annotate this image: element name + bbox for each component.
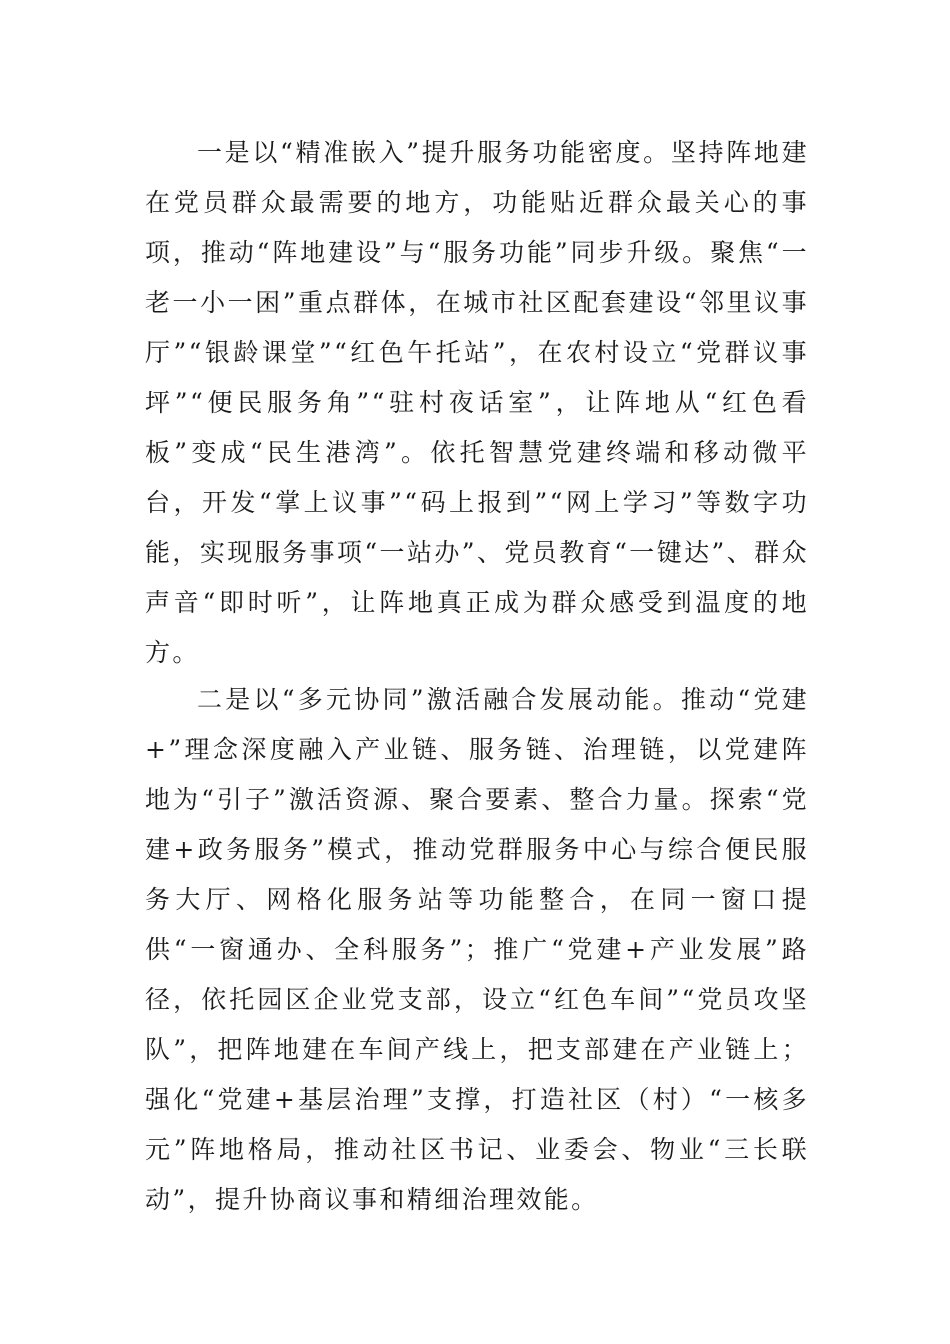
body-paragraph: 二是以“多元协同”激活融合发展动能。推动“党建+”理念深度融入产业链、服务链、治理链，以党建阵地为“引子”激活资源、聚合要素、整合力量。探索“党建+政务服务”模式，推动党群服务中心与综合便民服务大厅、网格化服务站等功能整合，在同一窗口提供“一窗通办、全科服务”；推广“党建+产业发展”路径，依托园区企业党支部，设立“红色车间”“党员攻坚队”，把阵地建在车间产线上，把支部建在产业链上；强化“党建+基层治理”支撑，打造社区（村）“一核多元”阵地格局，推动社区书记、业委会、物业“三长联动”，提升协商议事和精细治理效能。 (145, 685, 809, 1214)
body-paragraph: 一是以“精准嵌入”提升服务功能密度。坚持阵地建在党员群众最需要的地方，功能贴近群众最关心的事项，推动“阵地建设”与“服务功能”同步升级。聚焦“一老一小一困”重点群体，在城市社区配套建设“邻里议事厅”“银龄课堂”“红色午托站”，在农村设立“党群议事坪”“便民服务角”“驻村夜话室”，让阵地从“红色看板”变成“民生港湾”。依托智慧党建终端和移动微平台，开发“掌上议事”“码上报到”“网上学习”等数字功能，实现服务事项“一站办”、党员教育“一键达”、群众声音“即时听”，让阵地真正成为群众感受到温度的地方。 (145, 138, 809, 667)
